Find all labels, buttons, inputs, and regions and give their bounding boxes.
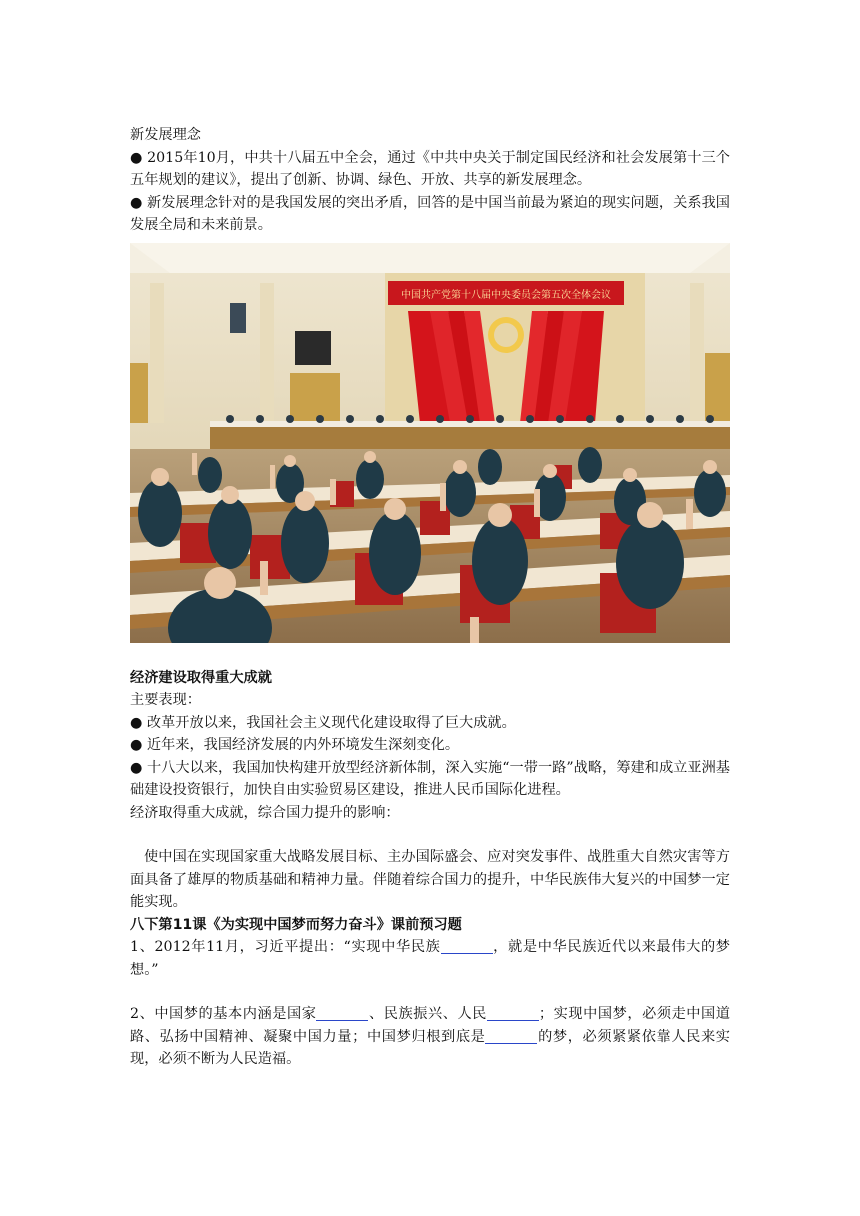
fill-blank[interactable] bbox=[316, 1006, 368, 1021]
lead-text: 主要表现： bbox=[130, 692, 201, 708]
bullet-text: 2015年10月，中共十八届五中全会，通过《中共中央关于制定国民经济和社会发展第十三个五年规划的建议》，提出了创新、协调、绿色、开放、共享的新发展理念。 bbox=[130, 149, 730, 188]
bullet-icon: ● bbox=[130, 714, 143, 731]
question-text: 1、2012年11月，习近平提出：“实现中华民族 bbox=[130, 939, 441, 955]
section-title-new-development: 新发展理念 bbox=[130, 127, 201, 143]
bullet-text: 十八大以来，我国加快构建开放型经济新体制，深入实施“一带一路”战略，筹建和成立亚洲基础建设投资银行，加快自由实验贸易区建设，推进人民币国际化进程。 bbox=[130, 759, 730, 798]
bullet-paragraph bbox=[130, 192, 730, 237]
bullet-paragraph bbox=[130, 757, 730, 802]
question-text: 2、中国梦的基本内涵是国家 bbox=[130, 1006, 317, 1022]
bullet-paragraph bbox=[130, 147, 730, 192]
banner-text: 中国共产党第十八届中央委员会第五次全体会议 bbox=[401, 289, 611, 301]
bullet-icon: ● bbox=[130, 149, 143, 166]
question-1 bbox=[130, 936, 730, 981]
section-title-economic-achievements: 经济建设取得重大成就 bbox=[130, 669, 272, 686]
bullet-paragraph bbox=[130, 712, 730, 735]
section-title-preview-questions: 八下第11课《为实现中国梦而努力奋斗》课前预习题 bbox=[130, 916, 462, 933]
question-text: 、民族振兴、人民 bbox=[368, 1006, 487, 1022]
bullet-icon: ● bbox=[130, 194, 143, 211]
fill-blank[interactable] bbox=[441, 939, 493, 954]
question-text: 的梦，必须紧紧依靠人民来实现，必须不断为人民造福。 bbox=[130, 1028, 730, 1067]
impact-title: 经济取得重大成就，综合国力提升的影响： bbox=[130, 804, 400, 821]
document-page bbox=[130, 124, 730, 1071]
question-text: ，就是中华民族近代以来最伟大的梦想。” bbox=[130, 939, 730, 978]
bullet-text: 新发展理念针对的是我国发展的突出矛盾，回答的是中国当前最为紧迫的现实问题，关系我国发展全局和未来前景。 bbox=[130, 194, 730, 233]
bullet-icon: ● bbox=[130, 737, 143, 753]
fill-blank[interactable] bbox=[487, 1006, 539, 1021]
bullet-paragraph bbox=[130, 734, 730, 757]
question-2 bbox=[130, 1003, 730, 1071]
impact-paragraph: 使中国在实现国家重大战略发展目标、主办国际盛会、应对突发事件、战胜重大自然灾害等方面具备了雄厚的物质基础和精神力量。伴随着综合国力的提升，中华民族伟大复兴的中国梦一定能实现。 bbox=[130, 849, 730, 910]
plenary-session-photo bbox=[130, 243, 730, 643]
bullet-text: 改革开放以来，我国社会主义现代化建设取得了巨大成就。 bbox=[146, 714, 516, 731]
bullet-icon: ● bbox=[130, 759, 143, 776]
fill-blank[interactable] bbox=[485, 1029, 537, 1044]
bullet-text: 近年来，我国经济发展的内外环境发生深刻变化。 bbox=[146, 737, 460, 753]
question-text: ；实现中国梦，必须走中国道路、弘扬中国精神、凝聚中国力量；中国梦归根到底是 bbox=[130, 1006, 730, 1045]
